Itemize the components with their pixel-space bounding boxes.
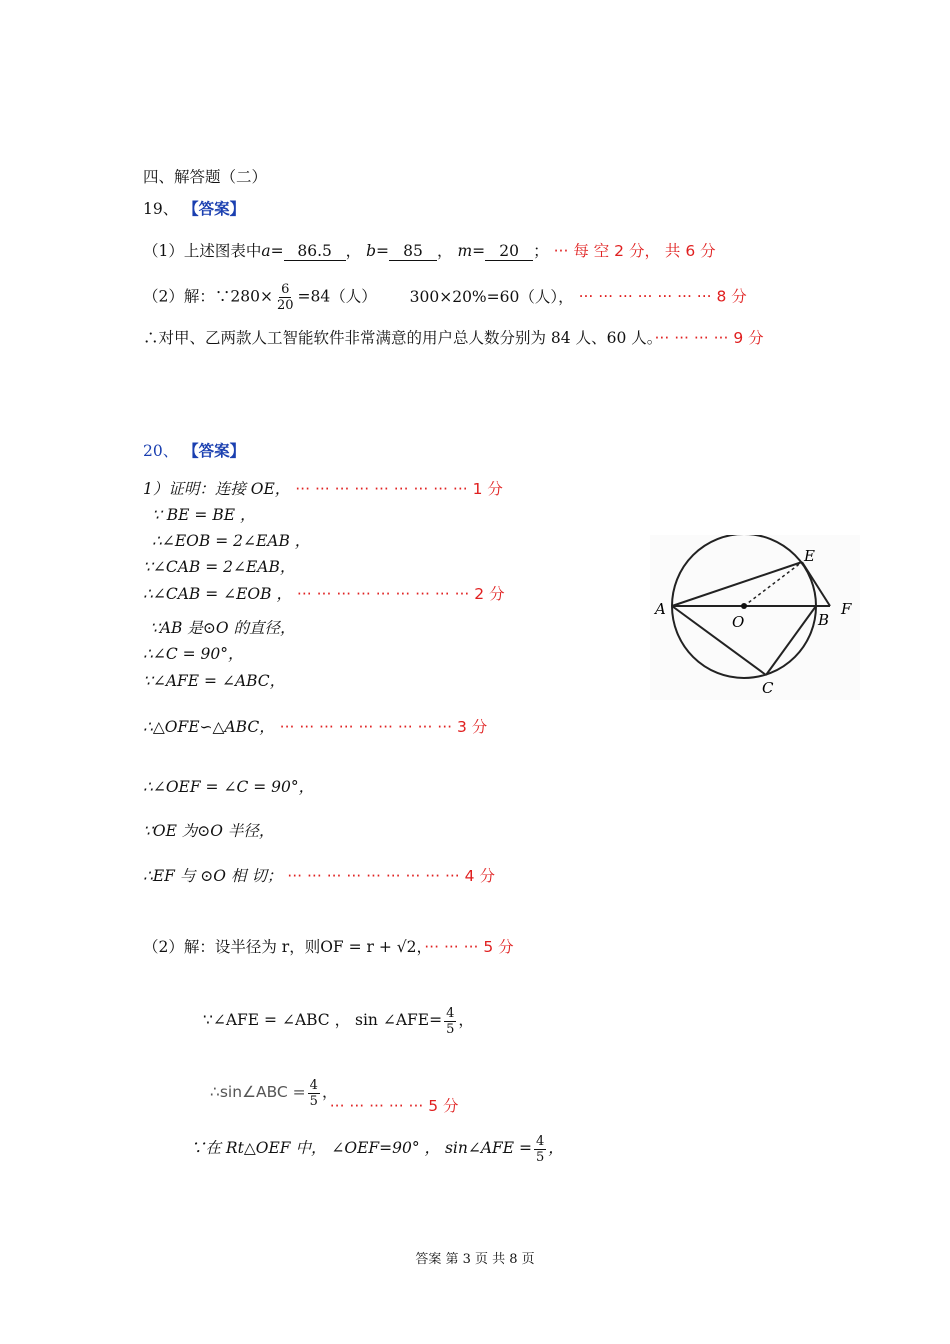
q19-part2-score: ··· ··· ··· ··· ··· ··· ··· 8 分	[578, 287, 747, 306]
q19-answer-tag: 【答案】	[183, 199, 246, 218]
q20-line-2	[152, 505, 255, 525]
frac-num: 4	[446, 1005, 455, 1021]
fraction-4-5	[308, 1078, 320, 1109]
q20-number: 20、	[143, 442, 179, 460]
q20-line-score: ··· ··· ··· ··· ··· ··· ··· ··· ··· 2 分	[296, 585, 505, 603]
q20-part2-line2	[203, 1000, 474, 1040]
q20-part2-text: （2）解：设半径为 r，则OF = r + √2，	[143, 938, 425, 956]
q20-part2-line3-prefix: ∴sin∠ABC =	[210, 1083, 306, 1101]
q19-part1-prefix: （1）上述图表中	[143, 242, 262, 260]
blank-a: 86.5	[284, 243, 346, 261]
q20-line-text: ∴∠EOB = 2∠EAB ，	[152, 532, 311, 550]
q20-part2-line3	[210, 1072, 459, 1115]
q20-line-text: ∵AB 是⊙O 的直径，	[150, 619, 296, 637]
q20-line-text: ∵∠CAB = 2∠EAB，	[143, 558, 296, 576]
q19-part1	[143, 241, 716, 261]
fraction-6-20	[275, 282, 296, 313]
frac-num: 6	[281, 282, 290, 297]
label-a: A	[655, 600, 666, 618]
sep-1: ，	[345, 242, 362, 260]
q20-line-text: ∵ BE = BE ，	[152, 506, 256, 524]
q20-answer-tag: 【答案】	[183, 441, 246, 460]
q20-line-text: ∴EF 与 ⊙O 相 切；	[143, 867, 283, 885]
q20-line-text: ∴∠OEF = ∠C = 90°，	[143, 778, 315, 796]
frac-num: 4	[309, 1077, 318, 1093]
point-o	[741, 603, 747, 609]
label-f: F	[841, 600, 852, 618]
var-b: b	[366, 242, 377, 260]
section-title: 四、解答题（二）	[143, 168, 268, 186]
q19-part1-score: ··· 每 空 2 分， 共 6 分	[553, 242, 716, 260]
var-m: m	[457, 242, 473, 260]
q20-part2-score: ··· ··· ··· 5 分	[424, 938, 514, 956]
q20-part2-line4-prefix: ∵在 Rt△OEF 中， ∠OEF=90° ， sin∠AFE =	[190, 1139, 533, 1157]
sep-3: ；	[533, 242, 549, 260]
sep-2: ，	[437, 242, 453, 260]
q20-line-text: ∵OE 为⊙O 半径，	[143, 822, 275, 840]
q19-conclusion-score: ··· ··· ··· ··· 9 分	[654, 329, 764, 347]
q20-line-6	[150, 618, 296, 638]
q20-part2-line2-suffix: ，	[458, 1011, 474, 1029]
q20-line-11	[143, 821, 274, 841]
q20-line-7	[143, 644, 244, 664]
frac-den: 5	[536, 1149, 545, 1165]
q20-part2-line3-suffix: ，	[321, 1083, 330, 1101]
q20-line-5	[143, 584, 505, 604]
q20-line-score: ··· ··· ··· ··· ··· ··· ··· ··· ··· 1 分	[295, 480, 503, 498]
fraction-4-5	[444, 1006, 456, 1037]
q19-conclusion-text: ∴对甲、乙两款人工智能软件非常满意的用户总人数分别为 84 人、60 人。	[143, 329, 655, 347]
q19-calc2: 300×20%=60（人），	[409, 287, 574, 306]
frac-den: 5	[446, 1021, 455, 1037]
q20-heading	[143, 441, 245, 461]
fraction-4-5	[534, 1134, 546, 1165]
q20-line-text: 1）证明：连接 OE，	[143, 480, 291, 498]
q20-line-3	[152, 531, 310, 551]
label-b: B	[818, 611, 830, 629]
q19-number: 19、	[143, 200, 179, 218]
q19-heading	[143, 199, 245, 219]
q20-line-score: ··· ··· ··· ··· ··· ··· ··· ··· ··· 4 分	[287, 867, 495, 885]
q20-part2-line1	[143, 937, 514, 957]
q20-line-text: ∴∠CAB = ∠EOB ，	[143, 585, 292, 603]
blank-b: 85	[389, 243, 437, 261]
blank-m: 20	[485, 243, 533, 261]
q19-part2-prefix: （2）解：∵280×	[143, 287, 273, 306]
q19-part2	[143, 282, 747, 313]
q20-part2-line4	[190, 1128, 564, 1168]
eq-m: =	[472, 242, 486, 260]
frac-den: 20	[276, 298, 294, 313]
q20-line-text: ∵∠AFE = ∠ABC，	[143, 672, 286, 690]
label-o: O	[732, 613, 745, 631]
q20-part2-line3-score: ··· ··· ··· ··· ··· 5 分	[329, 1097, 459, 1115]
q20-part2-line2-prefix: ∵∠AFE = ∠ABC ， sin ∠AFE=	[203, 1011, 443, 1029]
q19-conclusion	[143, 328, 764, 348]
q20-part2-line4-suffix: ，	[548, 1139, 564, 1157]
frac-den: 5	[309, 1093, 318, 1109]
q20-line-10	[143, 777, 314, 797]
geometry-figure	[650, 535, 860, 700]
q20-line-1	[143, 479, 503, 499]
eq-b: =	[376, 242, 390, 260]
page-footer: 答案 第 3 页 共 8 页	[415, 1252, 535, 1267]
q19-result1: =84（人）	[297, 287, 377, 306]
var-a: a	[261, 242, 271, 260]
label-c: C	[762, 679, 774, 697]
label-e: E	[804, 547, 815, 565]
frac-num: 4	[536, 1133, 545, 1149]
q20-line-score: ··· ··· ··· ··· ··· ··· ··· ··· ··· 3 分	[279, 718, 488, 736]
q20-line-text: ∴△OFE∽△ABC，	[143, 718, 275, 736]
q20-line-text: ∴∠C = 90°，	[143, 645, 244, 663]
q20-line-9	[143, 717, 487, 737]
q20-line-4	[143, 557, 295, 577]
q20-line-8	[143, 671, 285, 691]
q20-line-12	[143, 866, 495, 886]
eq-a: =	[270, 242, 284, 260]
